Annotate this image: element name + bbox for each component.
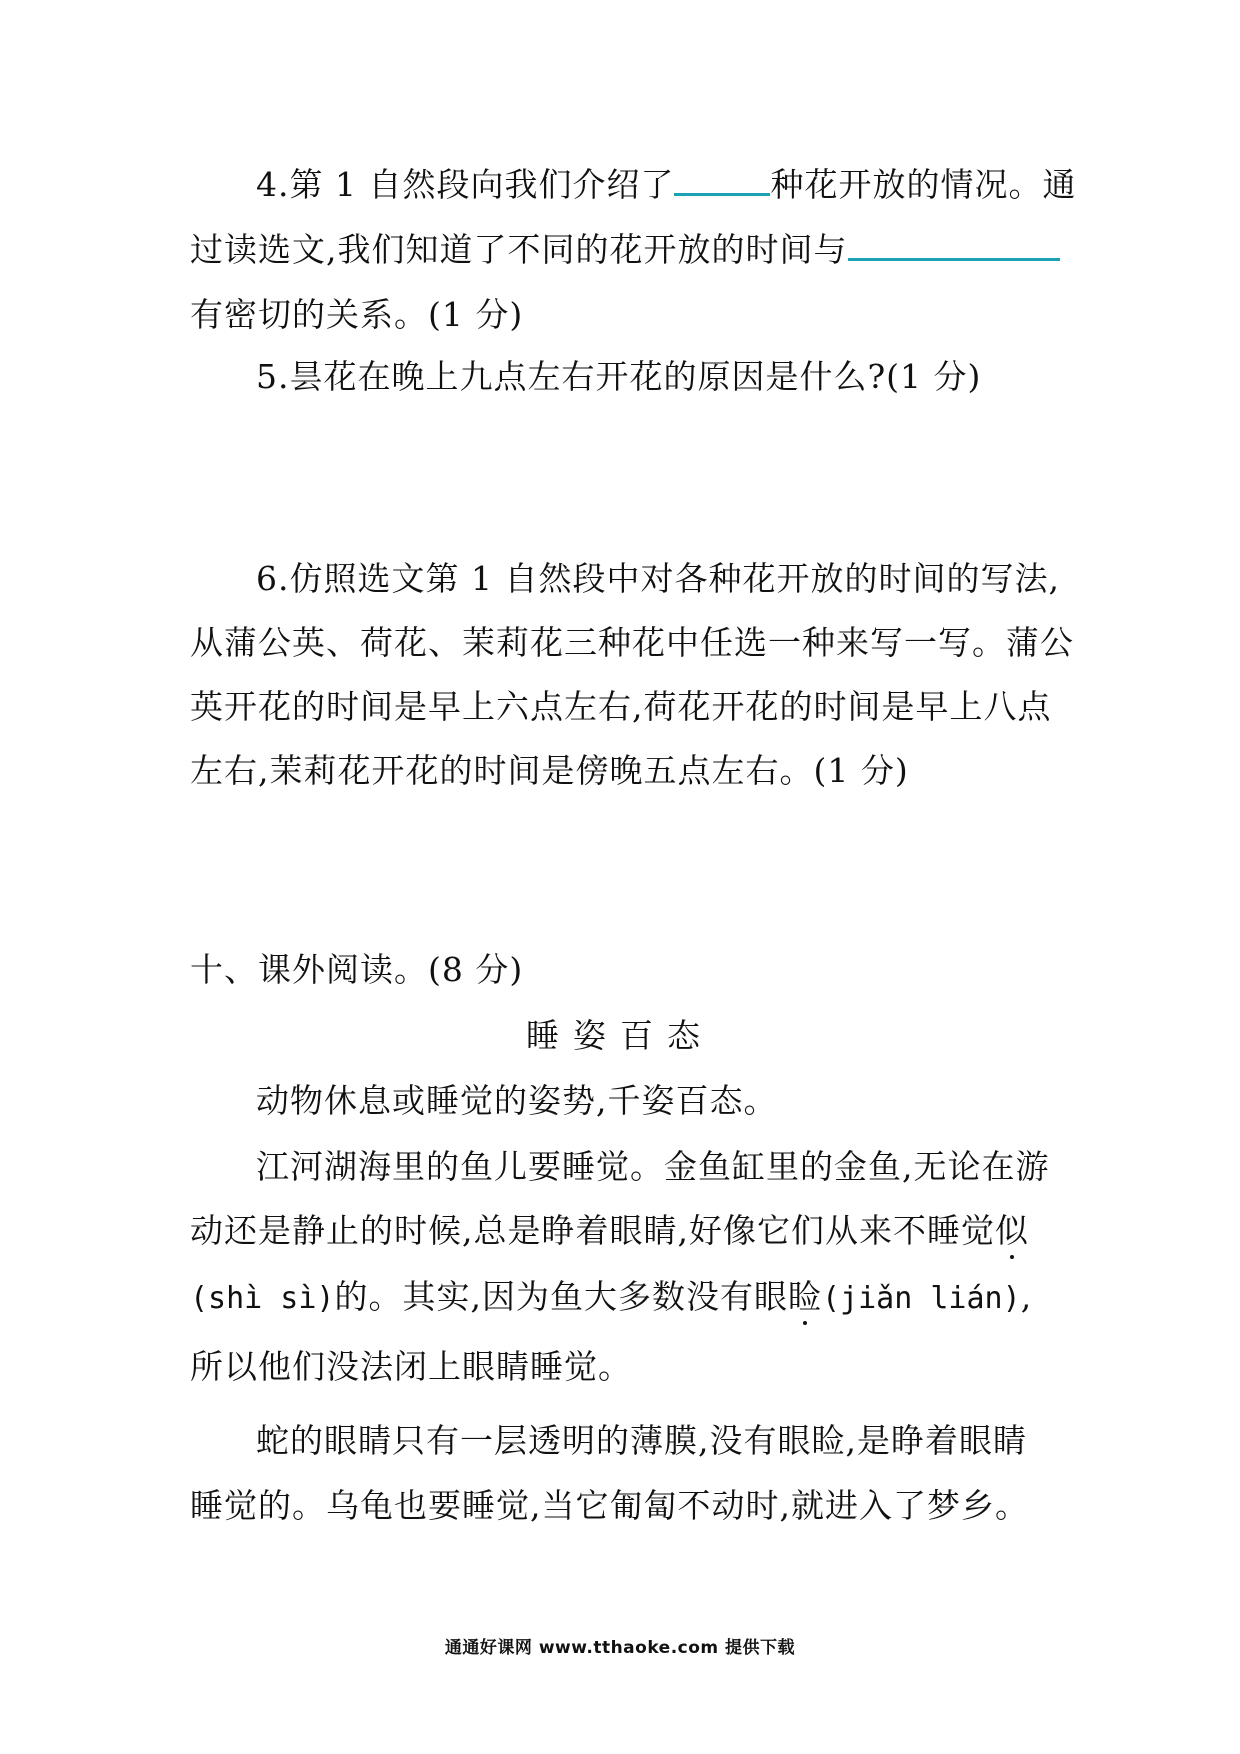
passage-p3-line-1: 蛇的眼睛只有一层透明的薄膜,没有眼睑,是睁着眼睛 <box>256 1421 1027 1460</box>
passage-p2-line-2 <box>190 1211 1029 1251</box>
passage-p3-line-2: 睡觉的。乌龟也要睡觉,当它匍匐不动时,就进入了梦乡。 <box>190 1486 1029 1525</box>
pinyin-options-1[interactable]: (shì sì) <box>190 1281 335 1316</box>
q6-line-4: 左右,茉莉花开花的时间是傍晚五点左右。(1 分) <box>190 751 909 790</box>
passage-p2-line-1: 江河湖海里的鱼儿要睡觉。金鱼缸里的金鱼,无论在游 <box>256 1147 1050 1186</box>
q6-answer-area[interactable] <box>190 800 1050 930</box>
q4-answer-blank-1[interactable] <box>674 165 770 196</box>
passage-p2-line-4: 所以他们没法闭上眼睛睡觉。 <box>190 1347 632 1386</box>
q4-answer-blank-2[interactable] <box>848 230 1060 261</box>
passage-title: 睡姿百态 <box>526 1016 714 1055</box>
q4-text-c: 过读选文,我们知道了不同的花开放的时间与 <box>190 230 848 269</box>
passage-p2-line-3 <box>190 1277 1032 1319</box>
passage-p2-text-b: 的。其实,因为鱼大多数没有眼 <box>334 1277 788 1316</box>
q4-line-3: 有密切的关系。(1 分) <box>190 295 524 334</box>
q4-line-1 <box>256 165 1076 205</box>
dotted-char-jian: 睑 <box>788 1277 822 1316</box>
q6-line-1: 6.仿照选文第 1 自然段中对各种花开放的时间的写法, <box>256 559 1060 598</box>
q5-answer-area[interactable] <box>190 405 1050 525</box>
passage-p2-text: 动还是静止的时候,总是睁着眼睛,好像它们从来不睡觉 <box>190 1211 995 1250</box>
passage-p1: 动物休息或睡觉的姿势,千姿百态。 <box>256 1081 778 1120</box>
pinyin-options-2[interactable]: (jiǎn lián) <box>822 1281 1021 1316</box>
q6-line-2: 从蒲公英、荷花、茉莉花三种花中任选一种来写一写。蒲公 <box>190 623 1074 662</box>
dotted-char-si: 似 <box>994 1211 1029 1250</box>
footer-credit: 通通好课网 www.tthaoke.com 提供下载 <box>444 1638 796 1658</box>
q5-question: 5.昙花在晚上九点左右开花的原因是什么?(1 分) <box>256 357 982 396</box>
q4-text-a: 4.第 1 自然段向我们介绍了 <box>256 165 675 204</box>
section-heading: 十、课外阅读。(8 分) <box>190 950 524 989</box>
q4-text-b: 种花开放的情况。通 <box>770 165 1077 204</box>
passage-p2-comma: , <box>1020 1277 1033 1316</box>
q6-line-3: 英开花的时间是早上六点左右,荷花开花的时间是早上八点 <box>190 687 1052 726</box>
q4-line-2 <box>190 230 1060 270</box>
